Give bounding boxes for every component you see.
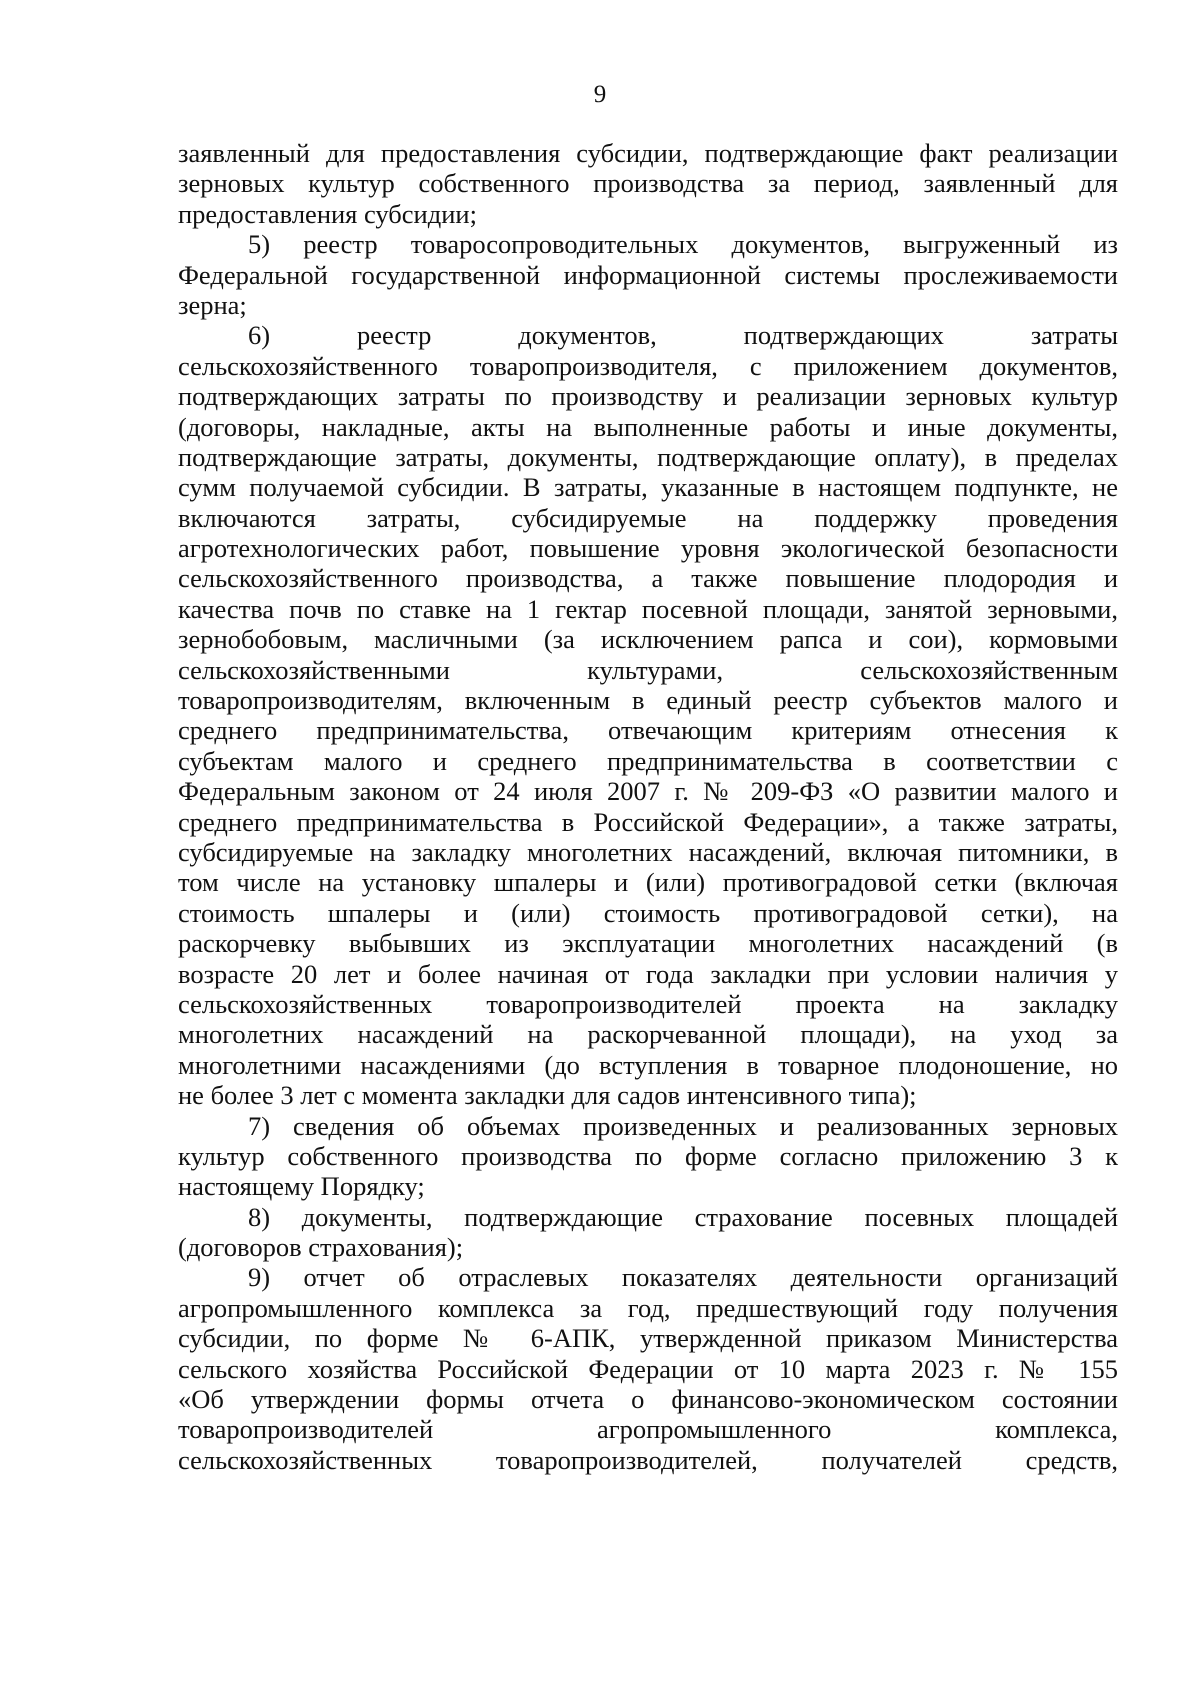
text-line: сельскохозяйственного товаропроизводителя, с приложением документов,	[178, 350, 1118, 381]
text-line: агропромышленного комплекса за год, предшествующий году получения	[178, 1292, 1118, 1323]
text-line: среднего предпринимательства в Российской Федерации», а также затраты,	[178, 806, 1118, 837]
text-line: сельскохозяйственных товаропроизводителей проекта на закладку	[178, 988, 1118, 1019]
text-line: многолетних насаждений на раскорчеванной площади), на уход за	[178, 1019, 1118, 1050]
page-number: 9	[593, 81, 607, 108]
text-line: сельскохозяйственными культурами, сельскохозяйственным	[178, 654, 1118, 685]
text-line: раскорчевку выбывших из эксплуатации многолетних насаждений (в	[178, 928, 1118, 959]
text-line: «Об утверждении формы отчета о финансово-экономическом состоянии	[178, 1384, 1118, 1415]
text-line: подтверждающие затраты, документы, подтверждающие оплату), в пределах	[178, 441, 1118, 472]
text-line: субъектам малого и среднего предпринимательства в соответствии с	[178, 745, 1118, 776]
text-line: субсидируемые на закладку многолетних насаждений, включая питомники, в	[178, 836, 1118, 867]
text-line: сумм получаемой субсидии. В затраты, указанные в настоящем подпункте, не	[178, 472, 1118, 503]
text-line: подтверждающих затраты по производству и реализации зерновых культур	[178, 381, 1118, 412]
text-line: среднего предпринимательства, отвечающим критериям отнесения к	[178, 715, 1118, 746]
item-9-line: 9) отчет об отраслевых показателях деятельности организаций	[248, 1262, 1118, 1293]
text-line: агротехнологических работ, повышение уровня экологической безопасности	[178, 533, 1118, 564]
text-line: зернобобовым, масличными (за исключением рапса и сои), кормовыми	[178, 624, 1118, 655]
text-line: сельскохозяйственного производства, а также повышение плодородия и	[178, 563, 1118, 594]
text-line: предоставления субсидии;	[178, 198, 477, 229]
text-line: субсидии, по форме № 6-АПК, утвержденной приказом Министерства	[178, 1323, 1118, 1354]
text-line: сельского хозяйства Российской Федерации от 10 марта 2023 г. № 155	[178, 1353, 1118, 1384]
item-5-line: 5) реестр товаросопроводительных документов, выгруженный из	[248, 229, 1118, 260]
text-line: сельскохозяйственных товаропроизводителей, получателей средств,	[178, 1444, 1118, 1475]
text-line: не более 3 лет с момента закладки для садов интенсивного типа);	[178, 1080, 917, 1111]
text-line: включаются затраты, субсидируемые на поддержку проведения	[178, 502, 1118, 533]
text-line: том числе на установку шпалеры и (или) противоградовой сетки (включая	[178, 867, 1118, 898]
text-line: культур собственного производства по форме согласно приложению 3 к	[178, 1140, 1118, 1171]
text-line: Федеральной государственной информационной системы прослеживаемости	[178, 259, 1118, 290]
item-8-line: 8) документы, подтверждающие страхование посевных площадей	[248, 1201, 1118, 1232]
text-line: зерна;	[178, 289, 247, 320]
item-6-line: 6) реестр документов, подтверждающих затраты	[248, 320, 1118, 351]
text-line: товаропроизводителям, включенным в единый реестр субъектов малого и	[178, 685, 1118, 716]
text-line: Федеральным законом от 24 июля 2007 г. № 209-ФЗ «О развитии малого и	[178, 776, 1118, 807]
item-7-line: 7) сведения об объемах произведенных и реализованных зерновых	[248, 1110, 1118, 1141]
document-body-text	[178, 138, 1118, 1475]
text-line: зерновых культур собственного производства за период, заявленный для	[178, 168, 1118, 199]
text-line: возрасте 20 лет и более начиная от года закладки при условии наличия у	[178, 958, 1118, 989]
text-line: стоимость шпалеры и (или) стоимость противоградовой сетки), на	[178, 897, 1118, 928]
text-line: заявленный для предоставления субсидии, подтверждающие факт реализации	[178, 138, 1118, 168]
text-line: (договоров страхования);	[178, 1232, 464, 1263]
text-line: многолетними насаждениями (до вступления в товарное плодоношение, но	[178, 1049, 1118, 1080]
text-line: (договоры, накладные, акты на выполненные работы и иные документы,	[178, 411, 1118, 442]
text-line: качества почв по ставке на 1 гектар посевной площади, занятой зерновыми,	[178, 593, 1118, 624]
text-line: товаропроизводителей агропромышленного комплекса,	[178, 1414, 1118, 1445]
text-line: настоящему Порядку;	[178, 1171, 425, 1202]
